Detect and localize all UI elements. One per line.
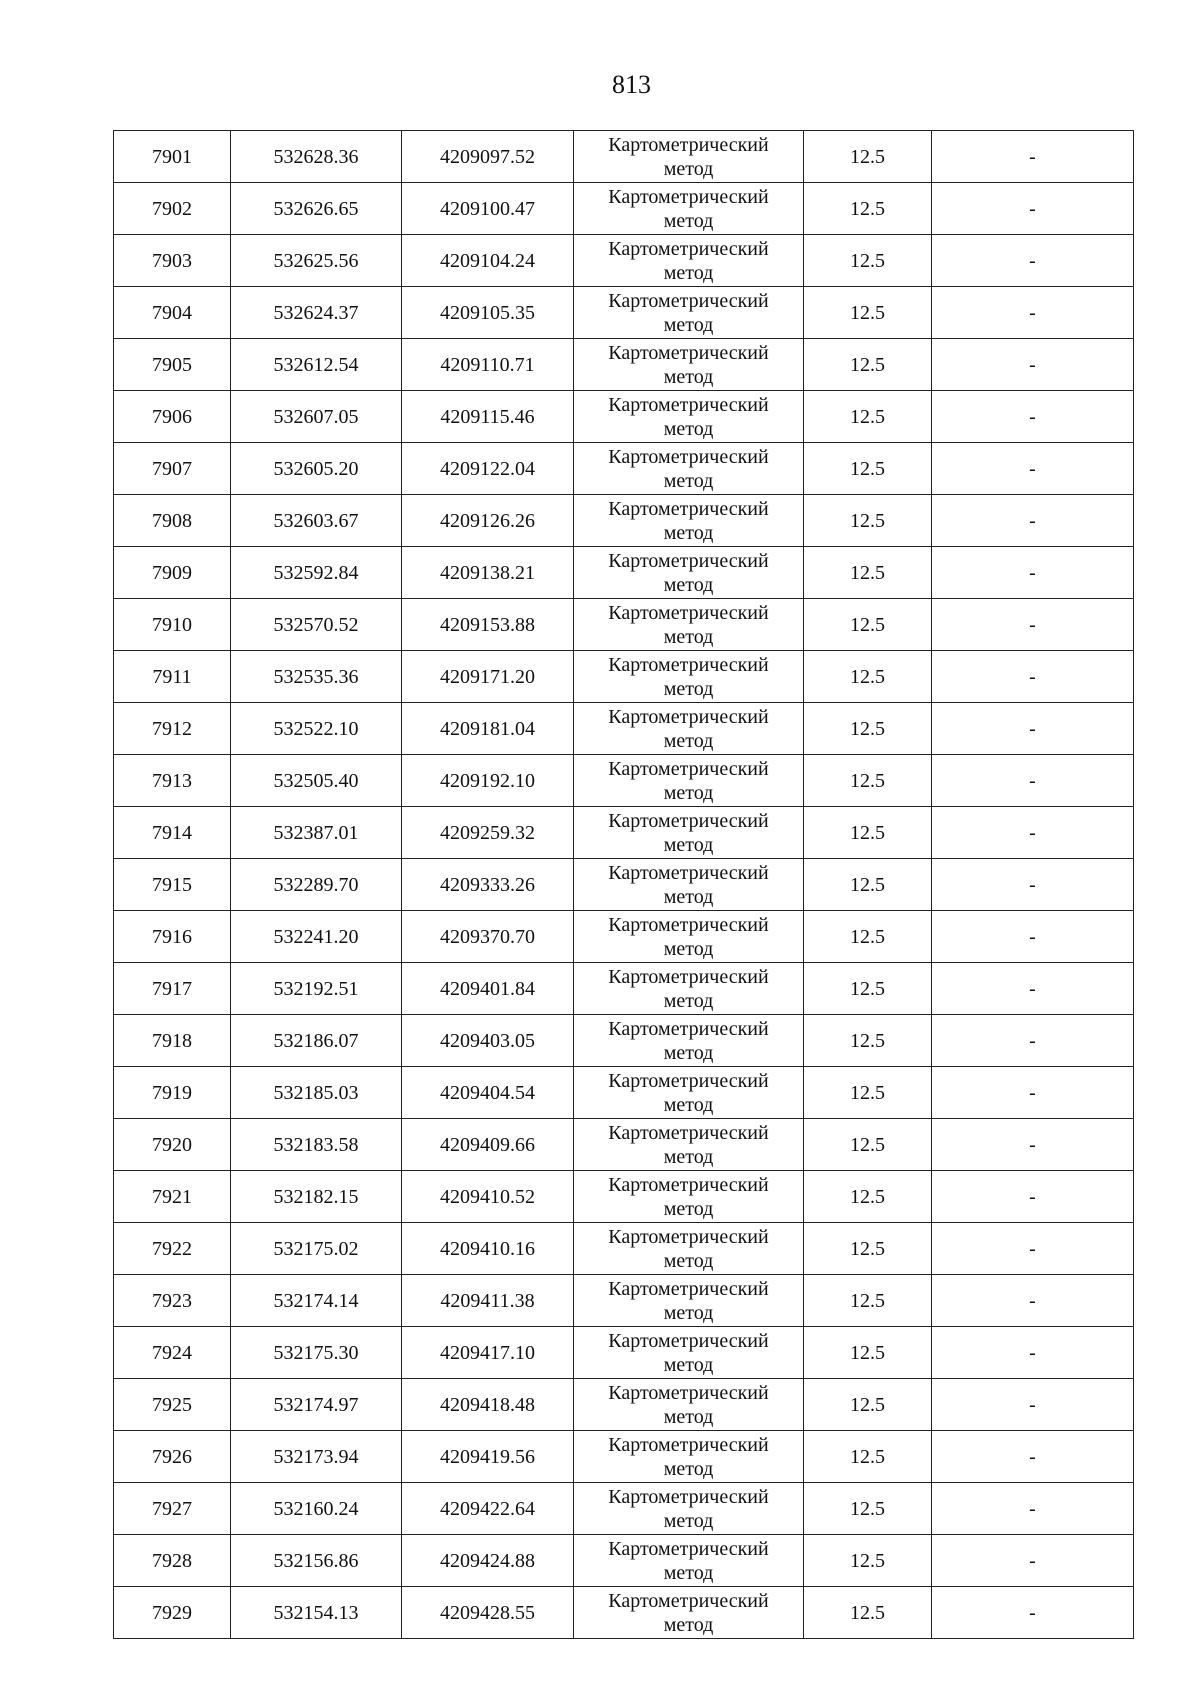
table-row (114, 495, 1134, 547)
table-row (114, 1379, 1134, 1431)
coordinate-x-cell: 532628.36 (231, 131, 402, 183)
table-row (114, 1483, 1134, 1535)
method-line-1: Картометрический (608, 341, 769, 364)
method-line-2: метод (663, 1457, 714, 1480)
note-cell: - (932, 443, 1134, 495)
table-row (114, 391, 1134, 443)
note-cell: - (932, 1171, 1134, 1223)
coordinate-y-cell: 4209370.70 (402, 911, 574, 963)
coordinate-x-cell: 532192.51 (231, 963, 402, 1015)
table-row (114, 183, 1134, 235)
note-cell: - (932, 1483, 1134, 1535)
note-cell: - (932, 235, 1134, 287)
method-line-1: Картометрический (608, 965, 769, 988)
page-number: 813 (612, 70, 651, 99)
method-line-2: метод (663, 833, 714, 856)
method-line-2: метод (663, 1301, 714, 1324)
accuracy-cell: 12.5 (804, 911, 932, 963)
table-row (114, 807, 1134, 859)
method-cell (574, 1119, 804, 1171)
accuracy-cell: 12.5 (804, 287, 932, 339)
coordinate-x-cell: 532174.14 (231, 1275, 402, 1327)
accuracy-cell: 12.5 (804, 703, 932, 755)
method-line-1: Картометрический (608, 445, 769, 468)
method-line-2: метод (663, 1353, 714, 1376)
coordinate-y-cell: 4209409.66 (402, 1119, 574, 1171)
accuracy-cell: 12.5 (804, 131, 932, 183)
coordinate-y-cell: 4209097.52 (402, 131, 574, 183)
accuracy-cell: 12.5 (804, 1067, 932, 1119)
point-id-cell: 7914 (114, 807, 231, 859)
point-id-cell: 7922 (114, 1223, 231, 1275)
note-cell: - (932, 1223, 1134, 1275)
point-id-cell: 7919 (114, 1067, 231, 1119)
method-cell (574, 859, 804, 911)
coordinates-table (113, 130, 1134, 1639)
coordinate-x-cell: 532522.10 (231, 703, 402, 755)
table-row (114, 1067, 1134, 1119)
method-cell (574, 1379, 804, 1431)
coordinate-y-cell: 4209410.16 (402, 1223, 574, 1275)
coordinate-x-cell: 532612.54 (231, 339, 402, 391)
table-row (114, 339, 1134, 391)
method-cell (574, 1171, 804, 1223)
accuracy-cell: 12.5 (804, 1015, 932, 1067)
method-cell (574, 391, 804, 443)
coordinate-x-cell: 532186.07 (231, 1015, 402, 1067)
method-line-2: метод (663, 677, 714, 700)
accuracy-cell: 12.5 (804, 1379, 932, 1431)
coordinate-y-cell: 4209138.21 (402, 547, 574, 599)
method-line-1: Картометрический (608, 1121, 769, 1144)
method-cell (574, 287, 804, 339)
method-line-1: Картометрический (608, 185, 769, 208)
method-cell (574, 1587, 804, 1639)
coordinate-y-cell: 4209181.04 (402, 703, 574, 755)
method-line-2: метод (663, 781, 714, 804)
note-cell: - (932, 339, 1134, 391)
method-line-2: метод (663, 885, 714, 908)
coordinate-y-cell: 4209422.64 (402, 1483, 574, 1535)
method-line-2: метод (663, 313, 714, 336)
method-line-1: Картометрический (608, 1589, 769, 1612)
method-line-2: метод (663, 261, 714, 284)
method-cell (574, 131, 804, 183)
note-cell: - (932, 1067, 1134, 1119)
method-line-1: Картометрический (608, 809, 769, 832)
note-cell: - (932, 287, 1134, 339)
point-id-cell: 7928 (114, 1535, 231, 1587)
coordinate-y-cell: 4209153.88 (402, 599, 574, 651)
note-cell: - (932, 1379, 1134, 1431)
coordinate-x-cell: 532154.13 (231, 1587, 402, 1639)
method-line-2: метод (663, 1509, 714, 1532)
note-cell: - (932, 495, 1134, 547)
table-row (114, 911, 1134, 963)
point-id-cell: 7909 (114, 547, 231, 599)
point-id-cell: 7911 (114, 651, 231, 703)
point-id-cell: 7908 (114, 495, 231, 547)
note-cell: - (932, 599, 1134, 651)
accuracy-cell: 12.5 (804, 443, 932, 495)
table-row (114, 1171, 1134, 1223)
coordinate-x-cell: 532175.02 (231, 1223, 402, 1275)
coordinate-x-cell: 532183.58 (231, 1119, 402, 1171)
coordinate-y-cell: 4209403.05 (402, 1015, 574, 1067)
table-row (114, 1327, 1134, 1379)
point-id-cell: 7926 (114, 1431, 231, 1483)
point-id-cell: 7905 (114, 339, 231, 391)
method-line-1: Картометрический (608, 1433, 769, 1456)
method-cell (574, 235, 804, 287)
method-line-2: метод (663, 573, 714, 596)
coordinate-x-cell: 532626.65 (231, 183, 402, 235)
method-cell (574, 911, 804, 963)
point-id-cell: 7901 (114, 131, 231, 183)
coordinate-y-cell: 4209100.47 (402, 183, 574, 235)
coordinate-x-cell: 532160.24 (231, 1483, 402, 1535)
coordinate-x-cell: 532156.86 (231, 1535, 402, 1587)
method-line-2: метод (663, 1613, 714, 1636)
point-id-cell: 7907 (114, 443, 231, 495)
method-line-2: метод (663, 937, 714, 960)
method-line-1: Картометрический (608, 1173, 769, 1196)
method-cell (574, 703, 804, 755)
note-cell: - (932, 1275, 1134, 1327)
table-row (114, 1275, 1134, 1327)
coordinate-x-cell: 532173.94 (231, 1431, 402, 1483)
method-cell (574, 963, 804, 1015)
coordinate-x-cell: 532387.01 (231, 807, 402, 859)
accuracy-cell: 12.5 (804, 1483, 932, 1535)
coordinate-y-cell: 4209122.04 (402, 443, 574, 495)
method-line-1: Картометрический (608, 237, 769, 260)
point-id-cell: 7904 (114, 287, 231, 339)
coordinate-y-cell: 4209404.54 (402, 1067, 574, 1119)
accuracy-cell: 12.5 (804, 1431, 932, 1483)
note-cell: - (932, 547, 1134, 599)
coordinate-y-cell: 4209424.88 (402, 1535, 574, 1587)
table-row (114, 651, 1134, 703)
method-cell (574, 495, 804, 547)
accuracy-cell: 12.5 (804, 391, 932, 443)
method-line-1: Картометрический (608, 1017, 769, 1040)
method-cell (574, 755, 804, 807)
point-id-cell: 7903 (114, 235, 231, 287)
note-cell: - (932, 963, 1134, 1015)
method-line-2: метод (663, 1197, 714, 1220)
method-cell (574, 1223, 804, 1275)
coordinate-x-cell: 532625.56 (231, 235, 402, 287)
method-line-2: метод (663, 1405, 714, 1428)
method-cell (574, 1067, 804, 1119)
coordinate-y-cell: 4209259.32 (402, 807, 574, 859)
coordinate-y-cell: 4209410.52 (402, 1171, 574, 1223)
accuracy-cell: 12.5 (804, 599, 932, 651)
method-line-1: Картометрический (608, 1381, 769, 1404)
point-id-cell: 7913 (114, 755, 231, 807)
point-id-cell: 7920 (114, 1119, 231, 1171)
point-id-cell: 7917 (114, 963, 231, 1015)
note-cell: - (932, 1327, 1134, 1379)
table-row (114, 1119, 1134, 1171)
method-cell (574, 1327, 804, 1379)
note-cell: - (932, 807, 1134, 859)
method-cell (574, 807, 804, 859)
method-cell (574, 1275, 804, 1327)
method-cell (574, 651, 804, 703)
method-line-2: метод (663, 469, 714, 492)
table-row (114, 755, 1134, 807)
accuracy-cell: 12.5 (804, 1275, 932, 1327)
note-cell: - (932, 1119, 1134, 1171)
accuracy-cell: 12.5 (804, 1587, 932, 1639)
accuracy-cell: 12.5 (804, 859, 932, 911)
note-cell: - (932, 911, 1134, 963)
coordinate-x-cell: 532624.37 (231, 287, 402, 339)
table-row (114, 1587, 1134, 1639)
table-row (114, 1535, 1134, 1587)
accuracy-cell: 12.5 (804, 963, 932, 1015)
coordinate-y-cell: 4209192.10 (402, 755, 574, 807)
method-cell (574, 339, 804, 391)
method-line-2: метод (663, 417, 714, 440)
accuracy-cell: 12.5 (804, 235, 932, 287)
method-line-2: метод (663, 521, 714, 544)
coordinate-y-cell: 4209115.46 (402, 391, 574, 443)
point-id-cell: 7924 (114, 1327, 231, 1379)
table-row (114, 1431, 1134, 1483)
note-cell: - (932, 391, 1134, 443)
note-cell: - (932, 1535, 1134, 1587)
coordinate-y-cell: 4209104.24 (402, 235, 574, 287)
method-line-1: Картометрический (608, 757, 769, 780)
accuracy-cell: 12.5 (804, 807, 932, 859)
table-row (114, 1223, 1134, 1275)
method-line-2: метод (663, 1093, 714, 1116)
note-cell: - (932, 703, 1134, 755)
method-line-2: метод (663, 729, 714, 752)
note-cell: - (932, 859, 1134, 911)
coordinate-x-cell: 532182.15 (231, 1171, 402, 1223)
table-row (114, 599, 1134, 651)
method-line-1: Картометрический (608, 133, 769, 156)
point-id-cell: 7929 (114, 1587, 231, 1639)
coordinate-x-cell: 532535.36 (231, 651, 402, 703)
table-row (114, 963, 1134, 1015)
method-line-1: Картометрический (608, 653, 769, 676)
coordinate-y-cell: 4209401.84 (402, 963, 574, 1015)
coordinate-x-cell: 532592.84 (231, 547, 402, 599)
method-line-1: Картометрический (608, 1225, 769, 1248)
coordinate-x-cell: 532505.40 (231, 755, 402, 807)
note-cell: - (932, 131, 1134, 183)
method-line-1: Картометрический (608, 1537, 769, 1560)
point-id-cell: 7915 (114, 859, 231, 911)
accuracy-cell: 12.5 (804, 1327, 932, 1379)
method-cell (574, 1535, 804, 1587)
coordinate-x-cell: 532605.20 (231, 443, 402, 495)
coordinates-table-body (114, 131, 1134, 1639)
coordinate-x-cell: 532174.97 (231, 1379, 402, 1431)
coordinate-y-cell: 4209428.55 (402, 1587, 574, 1639)
method-line-2: метод (663, 1041, 714, 1064)
note-cell: - (932, 1587, 1134, 1639)
point-id-cell: 7918 (114, 1015, 231, 1067)
method-line-1: Картометрический (608, 705, 769, 728)
point-id-cell: 7902 (114, 183, 231, 235)
note-cell: - (932, 183, 1134, 235)
accuracy-cell: 12.5 (804, 755, 932, 807)
method-line-2: метод (663, 1145, 714, 1168)
method-line-1: Картометрический (608, 289, 769, 312)
method-line-1: Картометрический (608, 549, 769, 572)
coordinate-y-cell: 4209126.26 (402, 495, 574, 547)
method-line-1: Картометрический (608, 393, 769, 416)
coordinate-y-cell: 4209110.71 (402, 339, 574, 391)
table-row (114, 547, 1134, 599)
coordinate-x-cell: 532603.67 (231, 495, 402, 547)
table-row (114, 703, 1134, 755)
method-line-1: Картометрический (608, 1069, 769, 1092)
table-row (114, 235, 1134, 287)
coordinate-x-cell: 532607.05 (231, 391, 402, 443)
accuracy-cell: 12.5 (804, 651, 932, 703)
method-cell (574, 599, 804, 651)
table-row (114, 131, 1134, 183)
method-cell (574, 547, 804, 599)
coordinate-y-cell: 4209417.10 (402, 1327, 574, 1379)
method-cell (574, 1431, 804, 1483)
accuracy-cell: 12.5 (804, 1535, 932, 1587)
method-line-2: метод (663, 625, 714, 648)
coordinate-y-cell: 4209411.38 (402, 1275, 574, 1327)
method-line-1: Картометрический (608, 1277, 769, 1300)
note-cell: - (932, 651, 1134, 703)
point-id-cell: 7912 (114, 703, 231, 755)
note-cell: - (932, 1431, 1134, 1483)
note-cell: - (932, 1015, 1134, 1067)
accuracy-cell: 12.5 (804, 339, 932, 391)
point-id-cell: 7923 (114, 1275, 231, 1327)
method-line-1: Картометрический (608, 1485, 769, 1508)
point-id-cell: 7925 (114, 1379, 231, 1431)
method-line-2: метод (663, 1561, 714, 1584)
coordinate-y-cell: 4209418.48 (402, 1379, 574, 1431)
coordinate-y-cell: 4209105.35 (402, 287, 574, 339)
accuracy-cell: 12.5 (804, 1171, 932, 1223)
point-id-cell: 7921 (114, 1171, 231, 1223)
coordinate-x-cell: 532289.70 (231, 859, 402, 911)
accuracy-cell: 12.5 (804, 495, 932, 547)
accuracy-cell: 12.5 (804, 1119, 932, 1171)
coordinate-y-cell: 4209171.20 (402, 651, 574, 703)
coordinate-x-cell: 532570.52 (231, 599, 402, 651)
method-line-2: метод (663, 1249, 714, 1272)
table-row (114, 443, 1134, 495)
coordinate-x-cell: 532241.20 (231, 911, 402, 963)
method-line-1: Картометрический (608, 601, 769, 624)
method-cell (574, 1483, 804, 1535)
method-line-2: метод (663, 157, 714, 180)
point-id-cell: 7927 (114, 1483, 231, 1535)
table-row (114, 859, 1134, 911)
coordinate-x-cell: 532185.03 (231, 1067, 402, 1119)
table-row (114, 287, 1134, 339)
method-cell (574, 183, 804, 235)
method-line-1: Картометрический (608, 497, 769, 520)
method-line-2: метод (663, 989, 714, 1012)
note-cell: - (932, 755, 1134, 807)
accuracy-cell: 12.5 (804, 183, 932, 235)
accuracy-cell: 12.5 (804, 1223, 932, 1275)
method-cell (574, 443, 804, 495)
point-id-cell: 7910 (114, 599, 231, 651)
accuracy-cell: 12.5 (804, 547, 932, 599)
method-line-1: Картометрический (608, 913, 769, 936)
coordinate-y-cell: 4209333.26 (402, 859, 574, 911)
method-line-1: Картометрический (608, 861, 769, 884)
coordinate-x-cell: 532175.30 (231, 1327, 402, 1379)
table-row (114, 1015, 1134, 1067)
method-cell (574, 1015, 804, 1067)
method-line-2: метод (663, 365, 714, 388)
point-id-cell: 7916 (114, 911, 231, 963)
point-id-cell: 7906 (114, 391, 231, 443)
method-line-2: метод (663, 209, 714, 232)
coordinate-y-cell: 4209419.56 (402, 1431, 574, 1483)
method-line-1: Картометрический (608, 1329, 769, 1352)
